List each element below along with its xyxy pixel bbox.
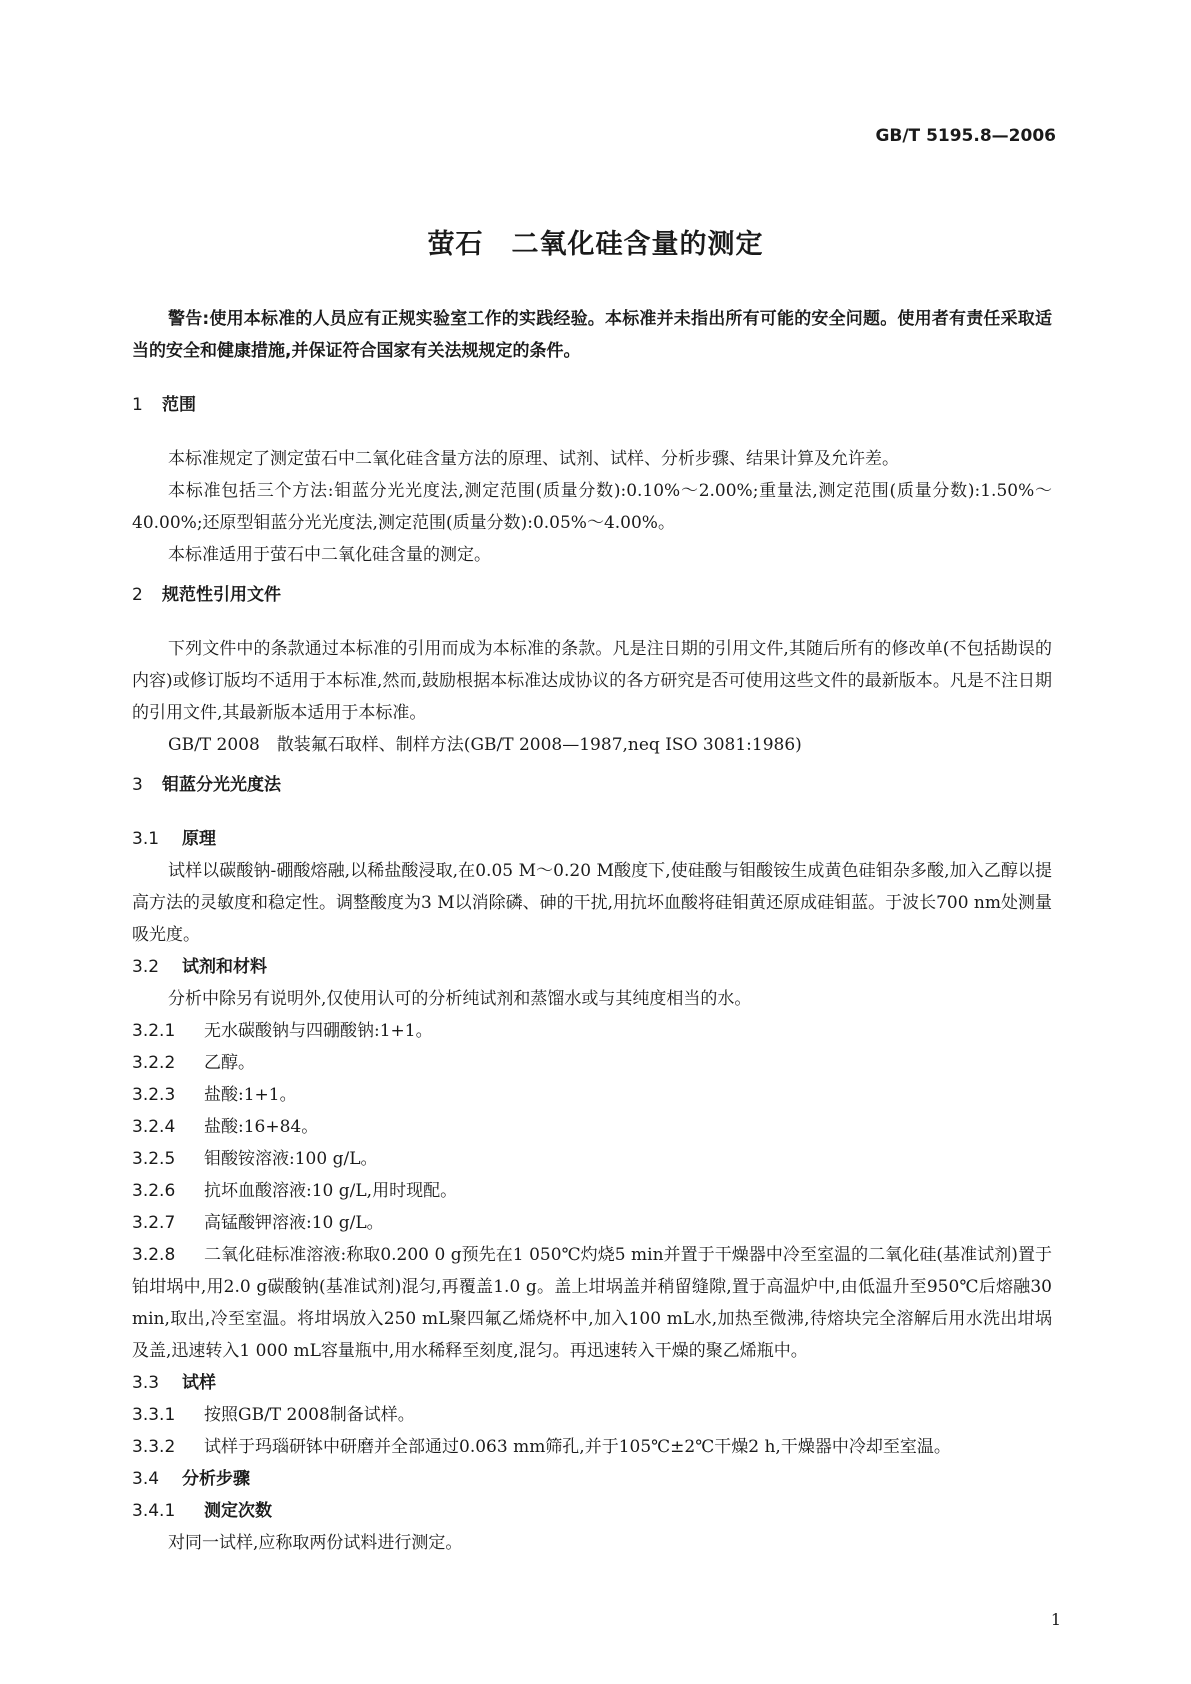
- subsection-title: 试样: [182, 1373, 216, 1393]
- document-title: 萤石 二氧化硅含量的测定: [427, 229, 764, 260]
- list-item: [132, 1047, 1052, 1079]
- list-item: [132, 1175, 1052, 1207]
- item-text: 盐酸:16+84。: [204, 1117, 319, 1137]
- paragraph: 本标准适用于萤石中二氧化硅含量的测定。: [168, 545, 491, 565]
- section-heading-method: [132, 769, 1052, 801]
- section-number: 3: [132, 775, 143, 795]
- item-text: 无水碳酸钠与四硼酸钠:1+1。: [204, 1021, 433, 1041]
- document-body: [132, 303, 1052, 1559]
- section-number: 1: [132, 395, 143, 415]
- item-number: 3.2.6: [132, 1181, 176, 1201]
- item-number: 3.3.1: [132, 1405, 176, 1425]
- subsection-number: 3.3: [132, 1373, 160, 1393]
- subsection-title: 试剂和材料: [182, 957, 267, 977]
- subsubsection-number: 3.4.1: [132, 1501, 176, 1521]
- item-text: 按照GB/T 2008制备试样。: [204, 1405, 415, 1425]
- subsection-heading-sample: [132, 1367, 1052, 1399]
- item-text: 盐酸:1+1。: [204, 1085, 297, 1105]
- section-number: 2: [132, 585, 143, 605]
- subsubsection-heading: [132, 1495, 1052, 1527]
- subsection-title: 分析步骤: [182, 1469, 250, 1489]
- item-number: 3.2.4: [132, 1117, 176, 1137]
- section-heading-references: [132, 579, 1052, 611]
- subsection-number: 3.4: [132, 1469, 160, 1489]
- item-number: 3.2.7: [132, 1213, 176, 1233]
- paragraph: 本标准规定了测定萤石中二氧化硅含量方法的原理、试剂、试样、分析步骤、结果计算及允许差。: [168, 449, 899, 469]
- page-number: 1: [1050, 1610, 1061, 1629]
- list-item: [132, 1143, 1052, 1175]
- paragraph: 分析中除另有说明外,仅使用认可的分析纯试剂和蒸馏水或与其纯度相当的水。: [168, 989, 752, 1009]
- list-item: [132, 1431, 1052, 1463]
- list-item: [132, 1079, 1052, 1111]
- subsection-heading-procedure: [132, 1463, 1052, 1495]
- item-number: 3.2.2: [132, 1053, 176, 1073]
- list-item: [132, 1015, 1052, 1047]
- subsection-number: 3.1: [132, 829, 160, 849]
- item-text: 乙醇。: [204, 1053, 255, 1073]
- section-title: 范围: [162, 395, 196, 415]
- subsection-number: 3.2: [132, 957, 160, 977]
- subsection-heading-reagents: [132, 951, 1052, 983]
- item-number: 3.2.3: [132, 1085, 176, 1105]
- item-number: 3.2.5: [132, 1149, 176, 1169]
- warning-paragraph: 警告:使用本标准的人员应有正规实验室工作的实践经验。本标准并未指出所有可能的安全问题。使用者有责任采取适当的安全和健康措施,并保证符合国家有关法规规定的条件。: [132, 309, 1052, 361]
- paragraph: 本标准包括三个方法:钼蓝分光光度法,测定范围(质量分数):0.10%～2.00%;重量法,测定范围(质量分数):1.50%～40.00%;还原型钼蓝分光光度法,测定范围(质量分数):0.05%～4.00%。: [132, 481, 1052, 533]
- subsection-heading-principle: [132, 823, 1052, 855]
- paragraph: 下列文件中的条款通过本标准的引用而成为本标准的条款。凡是注日期的引用文件,其随后所有的修改单(不包括勘误的内容)或修订版均不适用于本标准,然而,鼓励根据本标准达成协议的各方研究是否可使用这些文件的最新版本。凡是不注日期的引用文件,其最新版本适用于本标准。: [132, 639, 1052, 723]
- item-number: 3.3.2: [132, 1437, 176, 1457]
- subsubsection-title: 测定次数: [204, 1501, 272, 1521]
- subsection-title: 原理: [182, 829, 216, 849]
- list-item: [132, 1399, 1052, 1431]
- list-item: [132, 1111, 1052, 1143]
- reference-entry: GB/T 2008 散装氟石取样、制样方法(GB/T 2008—1987,neq ISO 3081:1986): [168, 735, 802, 755]
- paragraph: 试样以碳酸钠-硼酸熔融,以稀盐酸浸取,在0.05 M～0.20 M酸度下,使硅酸与钼酸铵生成黄色硅钼杂多酸,加入乙醇以提高方法的灵敏度和稳定性。调整酸度为3 M以消除磷、砷的干扰,用抗坏血酸将硅钼黄还原成硅钼蓝。于波长700 nm处测量吸光度。: [132, 861, 1052, 945]
- item-number: 3.2.8: [132, 1245, 176, 1265]
- section-title: 钼蓝分光光度法: [162, 775, 281, 795]
- item-text: 高锰酸钾溶液:10 g/L。: [204, 1213, 384, 1233]
- item-text: 二氧化硅标准溶液:称取0.200 0 g预先在1 050℃灼烧5 min并置于干燥器中冷至室温的二氧化硅(基准试剂)置于铂坩埚中,用2.0 g碳酸钠(基准试剂)混匀,再覆盖1.0 g。盖上坩埚盖并稍留缝隙,置于高温炉中,由低温升至950℃后熔融30 min,取出,冷至室温。将坩埚放入250 mL聚四氟乙烯烧杯中,加入100 mL水,加热至微沸,待熔块完全溶解后用水洗出坩埚及盖,迅速转入1 000 mL容量瓶中,用水稀释至刻度,混匀。再迅速转入干燥的聚乙烯瓶中。: [132, 1245, 1052, 1361]
- paragraph: 对同一试样,应称取两份试料进行测定。: [168, 1533, 463, 1553]
- list-item: [132, 1239, 1052, 1367]
- item-text: 抗坏血酸溶液:10 g/L,用时现配。: [204, 1181, 458, 1201]
- item-text: 试样于玛瑙研钵中研磨并全部通过0.063 mm筛孔,并于105℃±2℃干燥2 h,干燥器中冷却至室温。: [204, 1437, 951, 1457]
- section-heading-scope: [132, 389, 1052, 421]
- list-item: [132, 1207, 1052, 1239]
- item-number: 3.2.1: [132, 1021, 176, 1041]
- item-text: 钼酸铵溶液:100 g/L。: [204, 1149, 378, 1169]
- standard-code: GB/T 5195.8—2006: [875, 126, 1056, 146]
- section-title: 规范性引用文件: [162, 585, 281, 605]
